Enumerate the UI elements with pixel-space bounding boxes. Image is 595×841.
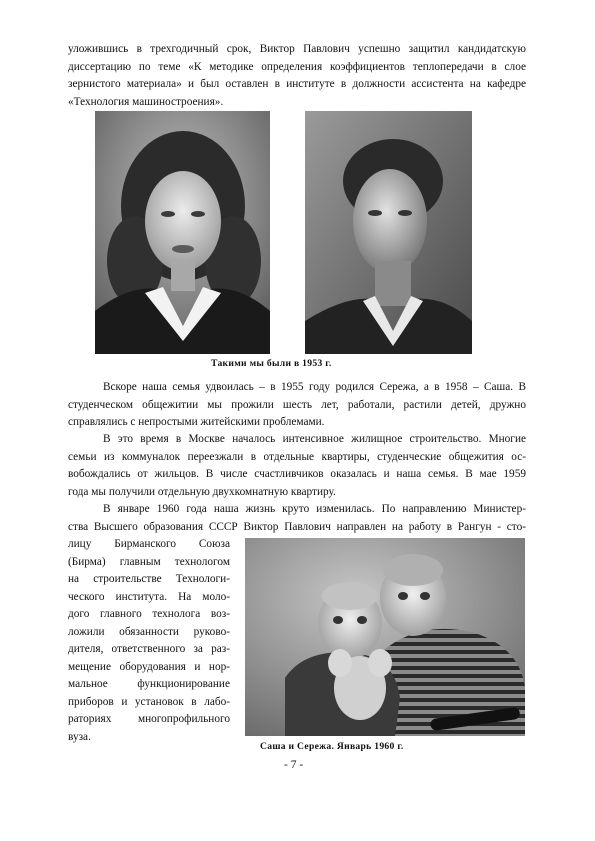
text-line: ложили обязанности руково- [68,625,230,638]
text-line: года мы получили отдельную двухкомнатную квартиру. [68,485,336,498]
children-photo [245,538,525,736]
text-line: (Бирма) главным технологом [68,555,230,568]
text-line: В январе 1960 года наша жизнь круто изменилась. По направлению Министер- [103,503,526,515]
text-line: дого главного технолога воз- [68,608,230,620]
text-line: на строительстве Технологи- [68,573,230,585]
paragraph-rangoon [68,501,526,536]
text-line: вуза. [68,730,91,743]
text-line: уложившись в трехгодичный срок, Виктор Павлович успешно защитил кандидатскую [68,43,526,55]
text-line: вобождались от жильцов. В числе счастливчиков оказалась и наша семья. В мае 1959 [68,468,526,480]
text-line: зернистого материала» и был оставлен в институте в должности ассистента на кафедре [68,78,526,90]
text-line: приборов и установок в лабо- [68,695,230,708]
text-line: раториях многопрофильного [68,713,230,725]
text-line: ческого института. На моло- [68,590,230,603]
portrait-man-photo [305,111,472,354]
top-paragraph [68,41,526,111]
photo-caption-1953: Такими мы были в 1953 г. [211,358,332,369]
text-line: семьи из коммуналок переезжали в отдельные квартиры, студенческие общежития ос- [68,450,526,463]
paragraph-housing [68,431,526,501]
text-line: В это время в Москве началось интенсивное жилищное строительство. Многие [103,433,526,445]
text-line: «Технология машиностроения». [68,95,224,108]
text-line: мещение оборудования и нор- [68,660,230,673]
text-line: справлялись с непростыми житейскими проблемами. [68,416,325,428]
text-line: мальное функционирование [68,678,230,690]
text-line: диссертацию по теме «К методике определения коэффициентов теплопередачи в слое [68,60,526,73]
text-line: лицу Бирманского Союза [68,538,230,550]
text-line: дителя, ответственного за раз- [68,643,230,655]
portrait-woman-photo [95,111,270,354]
paragraph-family [68,379,526,432]
photo-caption-1960: Саша и Сережа. Январь 1960 г. [260,741,404,752]
page-number: - 7 - [284,759,304,771]
text-line: ства Высшего образования СССР Виктор Павлович направлен на работу в Рангун - сто- [68,520,526,533]
paragraph-rangoon-wrap [68,536,230,746]
text-line: Вскоре наша семья удвоилась – в 1955 году родился Сережа, а в 1958 – Саша. В [103,381,526,393]
text-line: студенческом общежитии мы прожили шесть лет, работали, растили детей, дружно [68,398,526,411]
